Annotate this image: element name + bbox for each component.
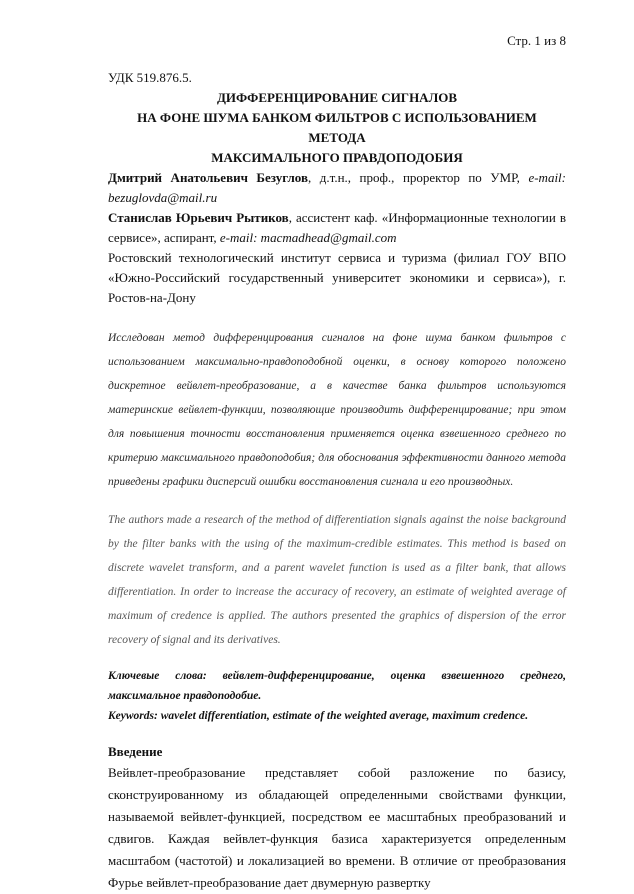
section-text: Вейвлет-преобразование представляет собой разложение по базису, сконструированному из обладающей определенными свойствами функции, называемой вейвлет-функцией, посредством ее масштабных преобразований и сдвигов. Каждая вейвлет-функция базиса характеризуется определенным масштабом (частотой) и локализацией во времени. В отличие от преобразования Фурье вейвлет-преобразование дает двумерную развертку (108, 765, 566, 890)
author-2-details: , ассистент каф. «Информационные технологии в сервисе», аспирант, (108, 210, 566, 245)
author-2-name: Станислав Юрьевич Рытиков (108, 210, 289, 225)
article-title-line-2: НА ФОНЕ ШУМА БАНКОМ ФИЛЬТРОВ С ИСПОЛЬЗОВАНИЕМ МЕТОДА (137, 110, 537, 145)
keywords-en: Keywords: wavelet differentiation, estimate of the weighted average, maximum credence. (108, 710, 529, 722)
abstract-en: The authors made a research of the method of differentiation signals against the noise background by the filter banks with the using of the maximum-credible estimates. This method is based on discrete wavelet transform, and a parent wavelet function is used as a filter bank, that allows differentiation. In order to increase the accuracy of recovery, an estimate of weighted average of maximum of credence is applied. The authors presented the graphics of dispersion of the error recovery of signal and its derivatives. (108, 514, 566, 646)
spacer (108, 652, 566, 666)
spacer (108, 308, 566, 326)
affiliation: Ростовский технологический институт сервиса и туризма (филиал ГОУ ВПО «Южно-Российский государственный университет экономики и сервиса»), г. Ростов-на-Дону (108, 250, 566, 305)
article-body (108, 68, 566, 894)
article-title-line-3: МАКСИМАЛЬНОГО ПРАВДОПОДОБИЯ (211, 150, 463, 165)
spacer (108, 494, 566, 508)
abstract-ru: Исследован метод дифференцирования сигналов на фоне шума банком фильтров с использованием максимально-правдоподобной оценки, в основу которого положено дискретное вейвлет-преобразование, а в качестве банка фильтров используются материнские вейвлет-функции, позволяющие производить дифференцирование; при этом для повышения точности восстановления применяется оценка взвешенного среднего по критерию максимального правдоподобия; для обоснования эффективности данного метода приведены графики дисперсий ошибки восстановления сигнала и его производных. (108, 332, 566, 488)
author-1-email[interactable]: e-mail: bezuglovdа@mail.ru (108, 170, 566, 205)
page-number: Стр. 1 из 8 (507, 33, 566, 48)
article-title-line-1: ДИФФЕРЕНЦИРОВАНИЕ СИГНАЛОВ (216, 90, 458, 105)
author-1 (108, 168, 566, 208)
author-1-details: , д.т.н., проф., проректор по УМР, (308, 170, 529, 185)
section-heading: Введение (108, 744, 163, 759)
keywords-ru: Ключевые слова: вейвлет-дифференцирование, оценка взвешенного среднего, максимальное правдоподобие. (108, 670, 566, 702)
author-1-name: Дмитрий Анатольевич Безуглов (108, 170, 308, 185)
author-2-email[interactable]: e-mail: macmadhead@gmail.com (219, 230, 397, 245)
udk-code: УДК 519.876.5. (108, 70, 192, 85)
spacer (108, 726, 566, 742)
author-2 (108, 208, 566, 248)
